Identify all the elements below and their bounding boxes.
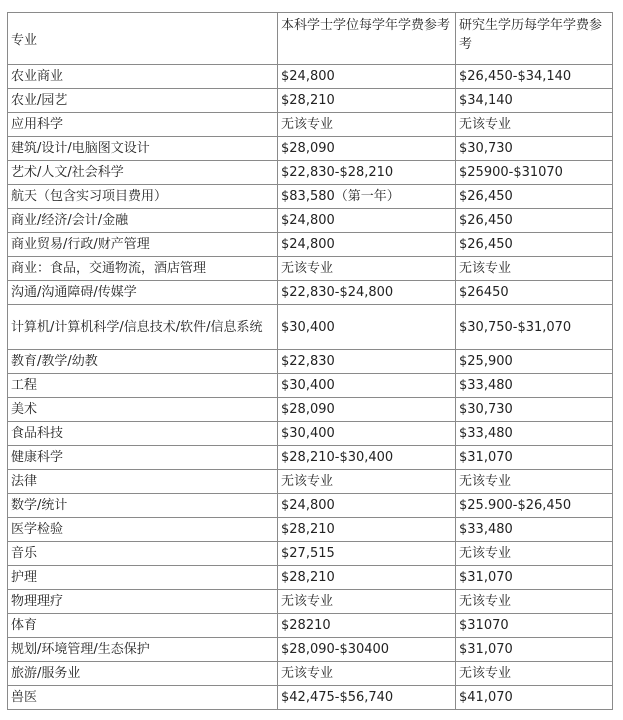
cell-graduate-tuition: $26450 [456, 281, 613, 305]
header-major: 专业 [8, 13, 278, 65]
cell-major: 数学/统计 [8, 494, 278, 518]
cell-undergraduate-tuition: 无该专业 [278, 470, 456, 494]
table-row [8, 662, 613, 686]
tuition-table-container [7, 12, 613, 710]
cell-graduate-tuition: $41,070 [456, 686, 613, 710]
table-row [8, 590, 613, 614]
cell-graduate-tuition: $31070 [456, 614, 613, 638]
table-row [8, 113, 613, 137]
cell-undergraduate-tuition: $30,400 [278, 305, 456, 350]
cell-major: 美术 [8, 398, 278, 422]
cell-undergraduate-tuition: $24,800 [278, 494, 456, 518]
cell-major: 食品科技 [8, 422, 278, 446]
cell-graduate-tuition: $33,480 [456, 518, 613, 542]
cell-graduate-tuition: 无该专业 [456, 662, 613, 686]
cell-major: 健康科学 [8, 446, 278, 470]
cell-major: 工程 [8, 374, 278, 398]
table-row [8, 542, 613, 566]
cell-major: 物理理疗 [8, 590, 278, 614]
cell-major: 农业商业 [8, 65, 278, 89]
cell-undergraduate-tuition: $28,210 [278, 518, 456, 542]
cell-graduate-tuition: 无该专业 [456, 470, 613, 494]
cell-graduate-tuition: 无该专业 [456, 542, 613, 566]
cell-graduate-tuition: $25900-$31070 [456, 161, 613, 185]
cell-undergraduate-tuition: $28,090 [278, 137, 456, 161]
table-row [8, 374, 613, 398]
cell-major: 商业：食品，交通物流，酒店管理 [8, 257, 278, 281]
table-row [8, 137, 613, 161]
cell-undergraduate-tuition: $27,515 [278, 542, 456, 566]
cell-undergraduate-tuition: $28,090-$30400 [278, 638, 456, 662]
cell-undergraduate-tuition: $28210 [278, 614, 456, 638]
cell-graduate-tuition: $26,450-$34,140 [456, 65, 613, 89]
cell-graduate-tuition: $30,730 [456, 137, 613, 161]
cell-major: 农业/园艺 [8, 89, 278, 113]
cell-graduate-tuition: $31,070 [456, 638, 613, 662]
cell-graduate-tuition: $30,750-$31,070 [456, 305, 613, 350]
cell-graduate-tuition: $34,140 [456, 89, 613, 113]
cell-graduate-tuition: $33,480 [456, 422, 613, 446]
cell-undergraduate-tuition: $24,800 [278, 65, 456, 89]
cell-undergraduate-tuition: $28,210 [278, 566, 456, 590]
cell-major: 音乐 [8, 542, 278, 566]
cell-undergraduate-tuition: $42,475-$56,740 [278, 686, 456, 710]
table-row [8, 470, 613, 494]
cell-major: 建筑/设计/电脑图文设计 [8, 137, 278, 161]
cell-major: 航天（包含实习项目费用） [8, 185, 278, 209]
cell-graduate-tuition: $30,730 [456, 398, 613, 422]
cell-undergraduate-tuition: 无该专业 [278, 113, 456, 137]
cell-major: 沟通/沟通障碍/传媒学 [8, 281, 278, 305]
table-row [8, 161, 613, 185]
cell-undergraduate-tuition: $83,580（第一年） [278, 185, 456, 209]
table-row [8, 518, 613, 542]
cell-major: 商业/经济/会计/金融 [8, 209, 278, 233]
cell-graduate-tuition: $26,450 [456, 233, 613, 257]
table-row [8, 566, 613, 590]
cell-major: 法律 [8, 470, 278, 494]
table-row [8, 65, 613, 89]
table-row [8, 350, 613, 374]
cell-major: 体育 [8, 614, 278, 638]
cell-undergraduate-tuition: $28,090 [278, 398, 456, 422]
table-row [8, 185, 613, 209]
cell-undergraduate-tuition: $30,400 [278, 374, 456, 398]
cell-undergraduate-tuition: $30,400 [278, 422, 456, 446]
cell-undergraduate-tuition: $28,210-$30,400 [278, 446, 456, 470]
cell-major: 兽医 [8, 686, 278, 710]
cell-undergraduate-tuition: $24,800 [278, 209, 456, 233]
tuition-table [7, 12, 613, 710]
cell-major: 计算机/计算机科学/信息技术/软件/信息系统 [8, 305, 278, 350]
cell-graduate-tuition: $25,900 [456, 350, 613, 374]
cell-undergraduate-tuition: $24,800 [278, 233, 456, 257]
cell-major: 医学检验 [8, 518, 278, 542]
cell-graduate-tuition: $31,070 [456, 566, 613, 590]
table-row [8, 89, 613, 113]
cell-undergraduate-tuition: 无该专业 [278, 590, 456, 614]
cell-major: 护理 [8, 566, 278, 590]
cell-graduate-tuition: $31,070 [456, 446, 613, 470]
cell-graduate-tuition: 无该专业 [456, 113, 613, 137]
cell-graduate-tuition: 无该专业 [456, 257, 613, 281]
cell-major: 商业贸易/行政/财产管理 [8, 233, 278, 257]
cell-graduate-tuition: $26,450 [456, 185, 613, 209]
table-row [8, 281, 613, 305]
table-row [8, 638, 613, 662]
table-row [8, 494, 613, 518]
cell-undergraduate-tuition: $22,830-$28,210 [278, 161, 456, 185]
cell-major: 规划/环境管理/生态保护 [8, 638, 278, 662]
table-header-row [8, 13, 613, 65]
cell-graduate-tuition: 无该专业 [456, 590, 613, 614]
cell-major: 旅游/服务业 [8, 662, 278, 686]
cell-undergraduate-tuition: 无该专业 [278, 257, 456, 281]
table-row [8, 398, 613, 422]
header-graduate-tuition: 研究生学历每学年学费参考 [456, 13, 613, 65]
cell-undergraduate-tuition: $22,830-$24,800 [278, 281, 456, 305]
table-row [8, 446, 613, 470]
cell-major: 艺术/人文/社会科学 [8, 161, 278, 185]
cell-major: 教育/教学/幼教 [8, 350, 278, 374]
cell-graduate-tuition: $26,450 [456, 209, 613, 233]
table-row [8, 257, 613, 281]
table-row [8, 305, 613, 350]
table-row [8, 614, 613, 638]
cell-undergraduate-tuition: 无该专业 [278, 662, 456, 686]
cell-undergraduate-tuition: $22,830 [278, 350, 456, 374]
cell-undergraduate-tuition: $28,210 [278, 89, 456, 113]
cell-graduate-tuition: $33,480 [456, 374, 613, 398]
table-row [8, 686, 613, 710]
table-row [8, 422, 613, 446]
cell-graduate-tuition: $25.900-$26,450 [456, 494, 613, 518]
table-row [8, 233, 613, 257]
header-undergraduate-tuition: 本科学士学位每学年学费参考 [278, 13, 456, 65]
cell-major: 应用科学 [8, 113, 278, 137]
table-row [8, 209, 613, 233]
